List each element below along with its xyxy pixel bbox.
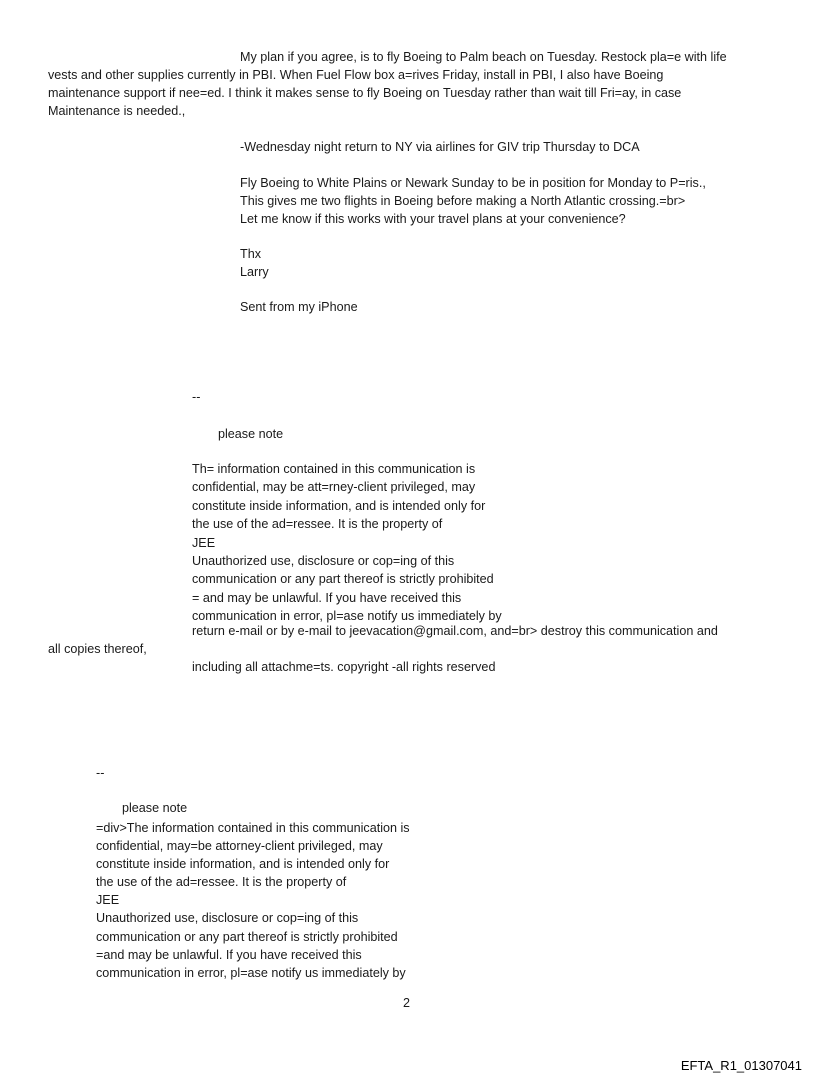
signature: Thx Larry — [240, 247, 269, 280]
disclaimer-body-2: =div>The information contained in this communication is confidential, may=be attorney-client privileged, may constitute inside information, and is intended only for the use of the ad=ressee. It is the property of JEE Unauthorized use, disclosure or cop=ing of this communication or any part thereof is strictly prohibited =and may be unlawful. If you have received this communication in error, pl=ase notify us immediately by — [96, 821, 410, 980]
separator-dashes-1: -- — [192, 390, 201, 404]
sent-from: Sent from my iPhone — [240, 300, 358, 314]
disclaimer-last-line: including all attachme=ts. copyright -all rights reserved — [192, 660, 496, 674]
page-number: 2 — [403, 996, 411, 1010]
plan-line-4: Maintenance is needed., — [48, 104, 186, 118]
document-id: EFTA_R1_01307041 — [680, 1058, 802, 1073]
disclaimer-wrap-line: all copies thereof, — [48, 642, 147, 656]
disclaimer-return-line: return e-mail or by e-mail to jeevacation@gmail.com, and=br> destroy this communication and — [192, 624, 718, 638]
please-note-heading-2: please note — [122, 801, 188, 815]
plan-line-2: vests and other supplies currently in PBI. When Fuel Flow box a=rives Friday, install in PBI, I also have Boeing — [48, 68, 664, 82]
disclaimer-body-1: Th= information contained in this communication is confidential, may be att=rney-client privileged, may constitute inside information, and is intended only for the use of the ad=ressee. It is the property of JEE Unauthorized use, disclosure or cop=ing of this communication or any part thereof is strictly prohibited = and may be unlawful. If you have received this communication in error, pl=ase notify us immediately by — [192, 462, 502, 624]
plan-line-1: My plan if you agree, is to fly Boeing to Palm beach on Tuesday. Restock pla=e with life — [240, 50, 727, 64]
sunday-paragraph: Fly Boeing to White Plains or Newark Sunday to be in position for Monday to P=ris., This gives me two flights in Boeing before making a North Atlantic crossing.=br> Let me know if this works with your travel plans at your convenience? — [240, 176, 706, 227]
wednesday-line: -Wednesday night return to NY via airlines for GIV trip Thursday to DCA — [240, 140, 640, 154]
separator-dashes-2: -- — [96, 766, 105, 780]
please-note-heading-1: please note — [218, 427, 284, 441]
plan-line-3: maintenance support if nee=ed. I think it makes sense to fly Boeing on Tuesday rather than wait till Fri=ay, in case — [48, 86, 682, 100]
